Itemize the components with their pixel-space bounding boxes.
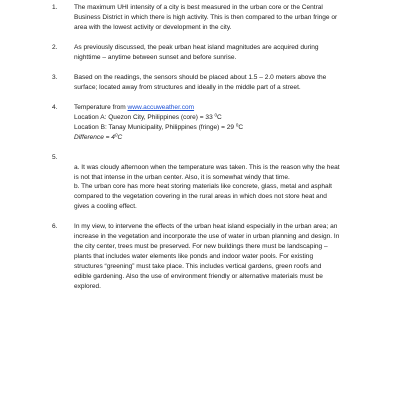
item-text: The maximum UHI intensity of a city is best measured in the urban core or the Central Business District in which there is high activity. This is then compared to the urban fringe or area with the lowest activity or development in the city. [74, 4, 338, 31]
item-number: 5. [52, 153, 58, 161]
list-item-2 [0, 43, 340, 63]
difference-text: Difference = 4 [74, 133, 115, 141]
list-item-1 [0, 3, 340, 33]
location-b-reading [74, 123, 340, 133]
item-number: 2. [52, 43, 58, 51]
location-a-text: Location A: Quezon City, Philippines (core) = 33 [74, 113, 215, 121]
location-b-text: Location B: Tanay Municipality, Philippines (fringe) = 29 [74, 123, 236, 131]
difference-reading [74, 133, 340, 143]
difference-unit: C [117, 133, 123, 141]
temperature-source [74, 103, 340, 113]
item-text: Based on the readings, the sensors should be placed about 1.5 – 2.0 meters above the surface; located away from structures and ideally in the middle part of a street. [74, 73, 327, 91]
location-a-unit: C [217, 113, 222, 121]
location-b-unit: C [238, 123, 244, 131]
item-part-a: a. It was cloudy afternoon when the temperature was taken. This is the reason why the heat is not that intense in the urban center. Also, it is somewhat windy that time. [74, 163, 340, 181]
item-number: 3. [52, 73, 58, 81]
location-b-degree: 0 [235, 122, 239, 128]
list-item-4 [0, 103, 340, 143]
source-prefix: Temperature from [74, 103, 128, 111]
list-item-5 [0, 153, 340, 212]
item-number: 4. [52, 103, 58, 111]
item-number: 6. [52, 223, 58, 231]
list-item-6 [0, 222, 340, 291]
item-text: In my view, to intervene the effects of the urban heat island especially in the urban area; an increase in the vegetation and incorporate the use of water in urban planning and design. In the city center, trees must be preserved. For new buildings there must be landscaping – plants that includes water elements like ponds and indoor water pools. For existing structures “greening” must take place. This includes vertical gardens, green roofs and edible gardening. Also the use of environment friendly or alternative materials must be explored. [74, 223, 340, 290]
list-item-3 [0, 73, 340, 93]
location-a-reading [74, 113, 340, 123]
item-part-b: b. The urban core has more heat storing materials like concrete, glass, metal and asphalt compared to the vegetation covering in the rural areas in which does not store heat and gives a cooling effect. [74, 183, 332, 211]
item-text: As previously discussed, the peak urban heat island magnitudes are acquired during nighttime – anytime between sunset and before sunrise. [74, 43, 319, 61]
item-number: 1. [52, 4, 58, 11]
numbered-list [0, 3, 340, 292]
location-a-degree: 0 [214, 112, 218, 118]
accuweather-link[interactable]: www.accuweather.com [127, 103, 195, 111]
difference-degree: 0 [114, 132, 118, 138]
blank-line [74, 153, 340, 163]
